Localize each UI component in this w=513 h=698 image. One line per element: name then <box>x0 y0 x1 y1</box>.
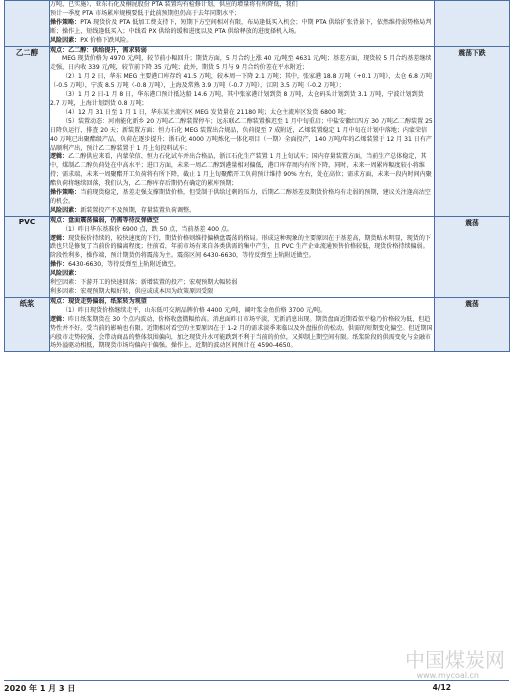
meg-body <box>50 46 435 216</box>
pvc-item: （1）昨日华东基准价 6900 点，跌 50 点，当前基差 400 点。 <box>62 225 233 233</box>
view-pvc: 震荡 <box>435 216 510 297</box>
pta-line-1: 万吨，已实施）、亚东石化及桐昆股份 PTA 装置均有检修计划，供应的增量将有所降低，我们 <box>50 1 298 8</box>
meg-item: （3）1 月 2 日-1 月 8 日，华东港口预计抵达船 14.6 万吨，其中张家港计划到货 8 万吨，太仓码头计划到货 3.1 万吨，宁波计划到货 2.7 万吨，上海计划到货 0.8 万吨； <box>50 91 424 107</box>
meg-intro: MEG 现货价格为 4970 元/吨，较节前小幅回升；期货方面，5 月合约上涨 40 元/吨至 4631 元/吨；基差方面，现货较 5 月合约基差继续走强，日内收 339 元/吨，较节前下降 35 元/吨；此外，期货 5 月与 9 月合约价差在平水附近； <box>50 55 432 72</box>
page-number: 4/12 <box>432 683 451 692</box>
watermark-logo: 中国煤炭网 <box>405 648 505 672</box>
category-meg: 乙二醇 <box>5 46 50 216</box>
pulp-body <box>50 297 435 351</box>
pta-continuation-cell <box>50 1 435 47</box>
meg-item: （4）12 月 31 日至 1 月 1 日，华东某主流库区 MEG 发货量在 21180 吨；太仓主流库区发货 6800 吨； <box>62 108 350 116</box>
pvc-risk-line: 利空因素：下游开工的快速回落；新增装置的投产；宏观预期大幅转弱 <box>50 279 238 287</box>
table-row <box>5 1 510 47</box>
meg-op: 操作策略：当前现货稳定，基差走强支撑期货价格，但受制于供给过剩的压力，后期乙二醇基差及期货价格均有走弱的预期，建议关注逢高沽空的机会。 <box>50 189 431 205</box>
pulp-logic: 逻辑：昨日纸浆期货在 30 个点内波动，价格收盘微幅抬高。消息面昨日市场平淡，无新消息出现。期货盘面近期看似平稳乃价格较为低，但趋势性并不好。受当前的影响也有限。近期相对看空的主要原因在于 1-2 月的需求淡季来临以及外盘报价的松动。供需的短期变化偏空。但近期国内股市走势较强，会带动商品的整体氛围偏向，加之现货升水可能跌到不利于当前的价位，又抑制上期空间有限。纸浆阶段的供需变化与金融市场外溢驱动相抵，期现货市场均偏向于偏强。操作上，近期的波动区间预计在 4590-4650。 <box>50 315 433 350</box>
pulp-item: （1）昨日现货价格继续走平，山东低可交割品牌价格 4400 元/吨，阔叶浆金鱼价格 3700 元/吨。 <box>62 306 327 314</box>
pvc-risk-label: 风险因素： <box>50 270 81 278</box>
pvc-op: 操作：6430-6630，等待反弹至上轨附近做空。 <box>50 261 180 269</box>
meg-risk: 风险因素：新装置投产不及预期，存量装置负荷调整。 <box>50 206 196 214</box>
view-cell-empty <box>435 1 510 47</box>
page-footer <box>0 683 513 697</box>
commodity-report-table <box>4 0 510 352</box>
pta-line-2: 预计一季度 PTA 市场累库规模要低于此前预期但仍高于去年同期水平； <box>50 9 241 17</box>
view-meg: 震荡下跌 <box>435 46 510 216</box>
table-row <box>5 297 510 351</box>
watermark-url: www.mycoal.cn <box>416 671 479 680</box>
pvc-body <box>50 216 435 297</box>
category-cell-empty <box>5 1 50 47</box>
table-row <box>5 216 510 297</box>
pta-risk: 风险因素：PX 价格下跌风险。 <box>50 36 133 44</box>
category-pulp: 纸浆 <box>5 297 50 351</box>
meg-logic: 逻辑：乙二醇供应来看，内蒙荣信、恒力石化试车并出合格品，浙江石化生产装置 1 月上旬试车；国内存量装置方面，当前生产总体稳定，其中，煤制乙二醇负荷处在中高水平；进口方面，未来一周乙二醇到港量相对偏低，港口库存周内有所下降，同时，未来一周累库幅度较小将维持；需求端，未来一周聚酯开工负荷将有所下降，截止 1 月上旬聚酯开工负荷预计维持 90% 左右，处在高位；需求方面，未来一段内时间内聚酯负荷将继续回落，我们认为，乙二醇库存后期仍有确定的累库预期； <box>50 153 432 188</box>
footer-divider <box>4 680 509 681</box>
category-pvc: PVC <box>5 216 50 297</box>
meg-headline: 观点：乙二醇：供给提升，需求转弱 <box>50 46 147 54</box>
meg-item: （5）装置动态：河南能化新乡 20 万吨乙二醇装置停车；远东联乙二醇装置推迟至 1 月中旬重启；中盐安徽红四方 30 万吨乙二醇装置 25 日降负运行，排查 20 天；新装置方面：恒力石化 MEG 装置出合规品，负荷提至 7 成附近，乙烯装置稳定 1 月中旬在计划中落地；内蒙荣信 40 万吨已出聚酯级产品，负荷在逐步提升；浙石化 4000 万吨炼化一体化项目（一期）全面投产，140 万吨/年的乙烯装置于 12 月 31 日有产品顺利产出，预计乙二醇装置于 1 月上旬投料试车； <box>50 117 433 152</box>
view-pulp: 震荡 <box>435 297 510 351</box>
pulp-headline: 观点：现货走势偏弱，纸浆转为观望 <box>50 297 147 305</box>
pvc-logic: 逻辑：现货报价持续的，较快速度的下行，期货价格则维持偏横盘震荡的格局。形成这种现象的主要原因在于基差高，期货贴水明显，现货的下跌也只是修复了当前价的偏离程度；往前看，年前市场有来自各类供需的集中产生，且 PVC 生产企业流通预售价格较低，现货价格持续偏弱。阶段性利多，操作端，预计期货仍将震荡为主。震荡区间 6430-6630，等待反弹至上轨附近做空。 <box>50 234 431 260</box>
table-row <box>5 46 510 216</box>
footer-date: 2020 年 1 月 3 日 <box>4 684 76 693</box>
pta-op: 操作策略：PTA 现货价及 PTA 低加工费支持下，短期下方空间相对有限，布局逢低买入机会；中期 PTA 供给扩张背景下，依然维持弱势格局判断；操作上，短线逢低买入；中线看 PX 供给的缓和进度以及 PTA 供给释放的进度择机入场。 <box>50 18 432 35</box>
pvc-headline: 观点：盘面震荡偏弱，仍需等待反弹做空 <box>50 216 159 224</box>
pvc-risk-line: 利多因素：宏观预期大幅好转，供应或成本因为政策原因受限 <box>50 288 214 295</box>
meg-item: （2）1 月 2 日，华东 MEG 主要港口库存约 41.5 万吨，较本周一下降 2.1 万吨；其中，张家港 18.8 万吨（+0.1 万吨），太仓 6.8 万吨（-0.5 万吨），宁波 8.5 万吨（-0.8 万吨），上海及常熟 3.9 万吨（-0.7 万吨），江阴 3.5 万吨（-0.2 万吨）； <box>50 73 433 90</box>
